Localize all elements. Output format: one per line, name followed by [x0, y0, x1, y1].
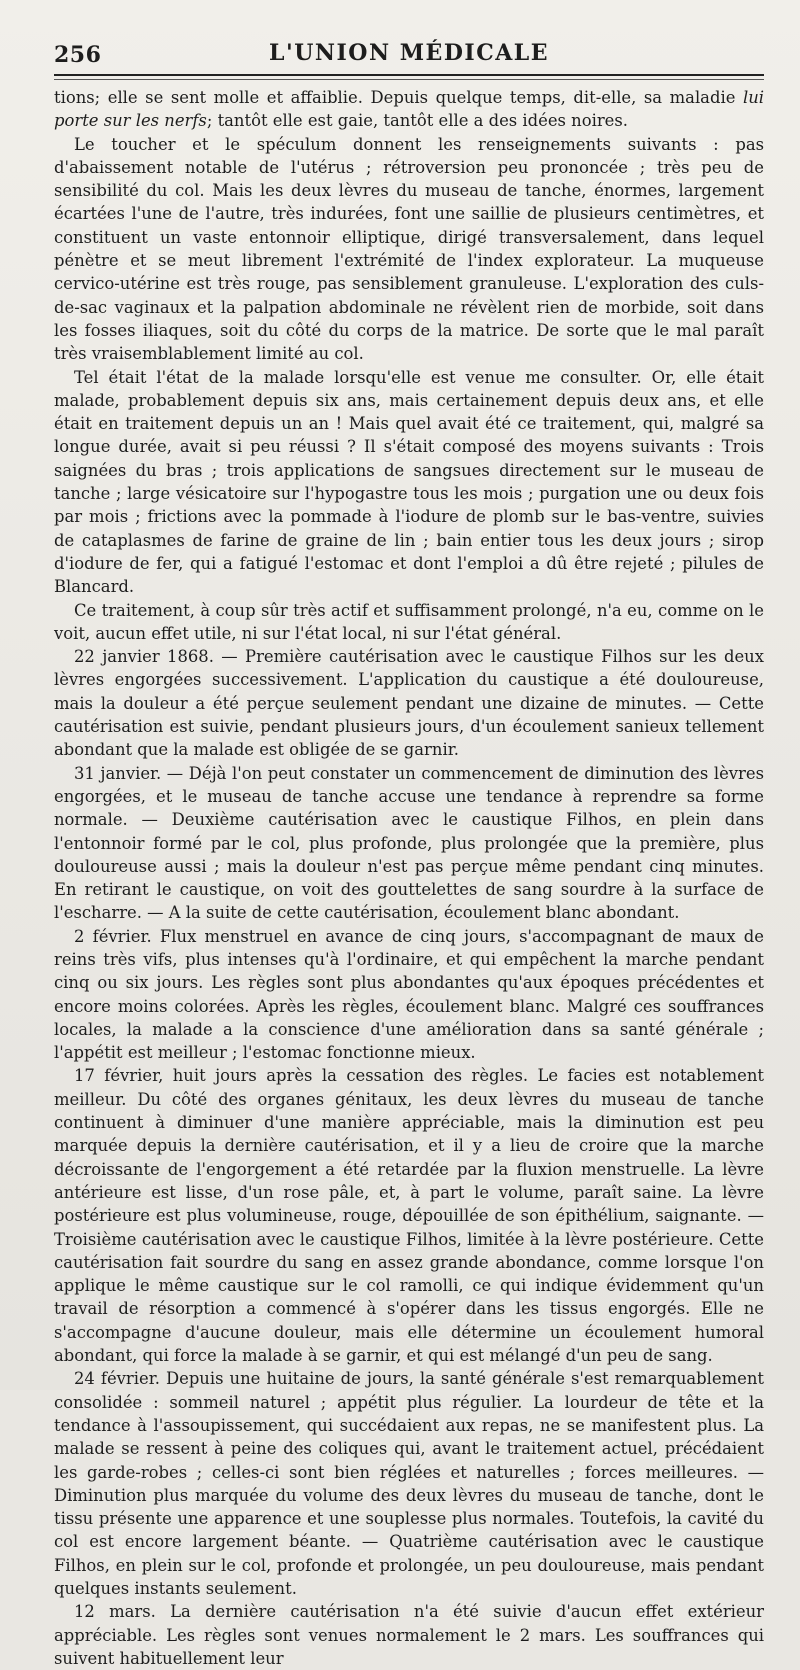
paragraph-text: 31 janvier. — Déjà l'on peut constater un commencement de diminution des lèvres engorgées, et le museau de tanche accuse une tendance à reprendre sa forme normale. — Deuxième cautérisation avec le caustique Filhos, en plein dans l'entonnoir formé par le col, plus profonde, plus prolongée que la première, plus douloureuse aussi ; mais la douleur n'est pas perçue même pendant cinq minutes. En retirant le caustique, on voit des gouttelettes de sang sourdre à la surface de l'escharre. — A la suite de cette cautérisation, écoulement blanc abondant.	[54, 763, 764, 923]
paragraph-text: Le toucher et le spéculum donnent les renseignements suivants : pas d'abaissement notable de l'utérus ; rétroversion peu prononcée ; très peu de sensibilité du col. Mais les deux lèvres du museau de tanche, énormes, largement écartées l'une de l'autre, très indurées, font une saillie de plusieurs centimètres, et constituent un vaste entonnoir elliptique, dirigé transversalement, dans lequel pénètre et se meut librement l'extrémité de l'index explorateur. La muqueuse cervico-utérine est très rouge, pas sensiblement granuleuse. L'exploration des culs-de-sac vaginaux et la palpation abdominale ne révèlent rien de morbide, soit dans les fosses iliaques, soit du côté du corps de la matrice. De sorte que le mal paraît très vraisemblablement limité au col.	[54, 134, 764, 364]
paragraph-text: 12 mars. La dernière cautérisation n'a été suivie d'aucun effet extérieur appréciable. Les règles sont venues normalement le 2 mars. Les souffrances qui suivent habituellement leur	[54, 1602, 764, 1668]
paragraph-text: tions; elle se sent molle et affaiblie. Depuis quelque temps, dit-elle, sa maladie	[54, 88, 743, 107]
paragraph-text: ; tantôt elle est gaie, tantôt elle a des idées noires.	[206, 111, 629, 131]
paragraph	[54, 645, 764, 761]
page-header	[54, 30, 764, 76]
paragraph	[54, 1600, 764, 1670]
paragraph	[54, 366, 764, 599]
paragraph	[54, 762, 764, 925]
paragraph	[54, 86, 764, 133]
page-number: 256	[54, 42, 102, 68]
body-text	[54, 86, 764, 1670]
header-rule	[54, 79, 764, 80]
paragraph-text: 24 février. Depuis une huitaine de jours, la santé générale s'est remarquablement consolidée : sommeil naturel ; appétit plus régulier. La lourdeur de tête et la tendance à l'assoupissement, qui succédaient aux repas, ne se manifestent plus. La malade se ressent à peine des coliques qui, avant le traitement actuel, précédaient les garde-robes ; celles-ci sont bien réglées et naturelles ; forces meilleures. — Diminution plus marquée du volume des deux lèvres du museau de tanche, dont le tissu présente une apparence et une souplesse plus normales. Toutefois, la cavité du col est encore largement béante. — Quatrième cautérisation avec le caustique Filhos, en plein sur le col, profonde et prolongée, un peu douloureuse, mais pendant quelques instants seulement.	[54, 1369, 764, 1598]
running-title: L'UNION MÉDICALE	[268, 40, 550, 66]
paragraph-text: 22 janvier 1868. — Première cautérisation avec le caustique Filhos sur les deux lèvres engorgées successivement. L'application du caustique a été douloureuse, mais la douleur a été perçue seulement pendant une dizaine de minutes. — Cette cautérisation est suivie, pendant plusieurs jours, d'un écoulement sanieux tellement abondant que la malade est obligée de se garnir.	[54, 647, 764, 760]
paragraph	[54, 1367, 764, 1600]
paragraph-text: Ce traitement, à coup sûr très actif et suffisamment prolongé, n'a eu, comme on le voit, aucun effet utile, ni sur l'état local, ni sur l'état général.	[54, 600, 764, 643]
paragraph-text: Tel était l'état de la malade lorsqu'elle est venue me consulter. Or, elle était malade, probablement depuis six ans, mais certainement depuis deux ans, et elle était en traitement depuis un an ! Mais quel avait été ce traitement, qui, malgré sa longue durée, avait si peu réussi ? Il s'était composé des moyens suivants : Trois saignées du bras ; trois applications de sangsues directement sur le museau de tanche ; large vésicatoire sur l'hypogastre tous les mois ; purgation une ou deux fois par mois ; frictions avec la pommade à l'iodure de plomb sur le bas-ventre, suivies de cataplasmes de farine de graine de lin ; bain entier tous les deux jours ; sirop d'iodure de fer, qui a fatigué l'estomac et dont l'emploi a dû être rejeté ; pilules de Blancard.	[54, 367, 764, 597]
paragraph	[54, 599, 764, 646]
paragraph	[54, 1064, 764, 1367]
paragraph-text: 17 février, huit jours après la cessation des règles. Le facies est notablement meilleur. Du côté des organes génitaux, les deux lèvres du museau de tanche continuent à diminuer d'une manière appréciable, mais la diminution est peu marquée depuis la dernière cautérisation, et il y a lieu de croire que la marche décroissante de l'engorgement a été retardée par la fluxion menstruelle. La lèvre antérieure est lisse, d'un rose pâle, et, à part le volume, paraît saine. La lèvre postérieure est plus volumineuse, rouge, dépouillée de son épithélium, saignante. — Troisième cautérisation avec le caustique Filhos, limitée à la lèvre postérieure. Cette cautérisation fait sourdre du sang en assez grande abondance, comme lorsque l'on applique le même caustique sur le col ramolli, ce qui indique évidemment qu'un travail de résorption a commencé à s'opérer dans les tissus engorgés. Elle ne s'accompagne d'aucune douleur, mais elle détermine un écoulement humoral abondant, qui force la malade à se garnir, et qui est mélangé d'un peu de sang.	[54, 1066, 764, 1366]
paragraph-text: 2 février. Flux menstruel en avance de cinq jours, s'accompagnant de maux de reins très vifs, plus intenses qu'à l'ordinaire, et qui empêchent la marche pendant cinq ou six jours. Les règles sont plus abondantes qu'aux époques précédentes et encore moins colorées. Après les règles, écoulement blanc. Malgré ces souffrances locales, la malade a la conscience d'une amélioration dans sa santé générale ; l'appétit est meilleur ; l'estomac fonctionne mieux.	[54, 926, 764, 1063]
paragraph	[54, 925, 764, 1065]
paragraph	[54, 133, 764, 366]
italic-text: lui porte sur les nerfs	[54, 88, 764, 131]
